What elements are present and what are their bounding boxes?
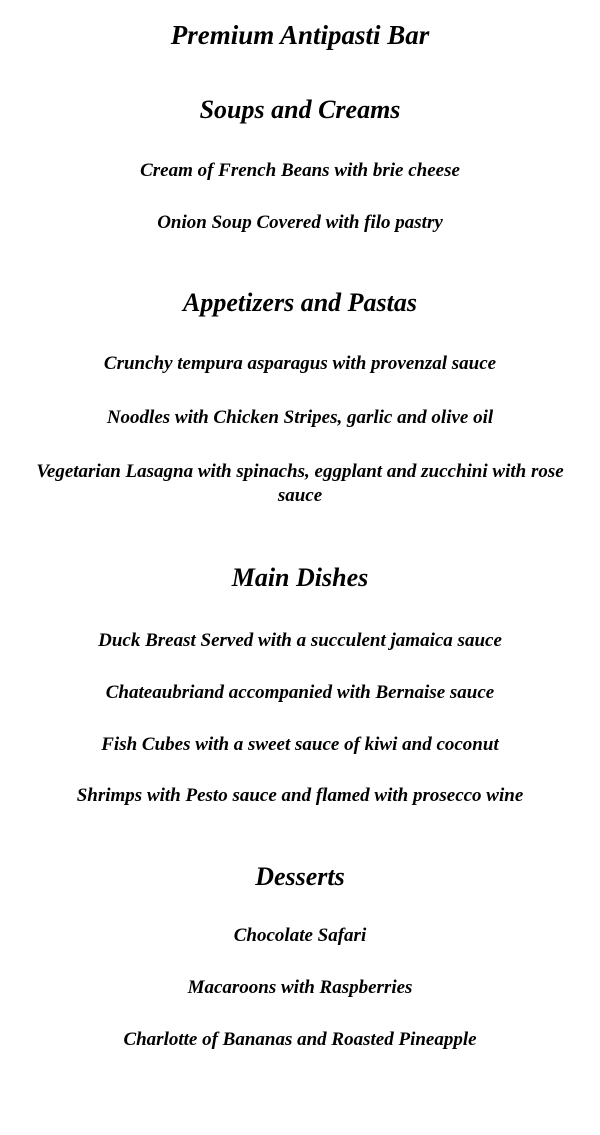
menu-item: Chateaubriand accompanied with Bernaise sauce <box>105 681 495 703</box>
menu-item: Macaroons with Raspberries <box>187 976 413 998</box>
section-title: Desserts <box>255 862 345 892</box>
menu-item: Shrimps with Pesto sauce and flamed with prosecco wine <box>76 785 524 807</box>
menu-section-appetizers-and-pastas <box>10 288 590 507</box>
menu-item: Cream of French Beans with brie cheese <box>140 159 460 181</box>
menu-section-desserts <box>10 862 590 1051</box>
menu-item-list <box>10 629 590 808</box>
section-title: Soups and Creams <box>199 95 401 125</box>
section-title: Main Dishes <box>231 563 369 593</box>
section-title: Appetizers and Pastas <box>182 288 418 318</box>
menu-item: Noodles with Chicken Stripes, garlic and olive oil <box>106 407 494 429</box>
page-title: Premium Antipasti Bar <box>170 20 430 50</box>
menu-section-soups-and-creams <box>10 95 590 234</box>
menu-item: Crunchy tempura asparagus with provenzal sauce <box>103 353 497 375</box>
menu-item: Onion Soup Covered with filo pastry <box>157 211 443 233</box>
menu-item: Chocolate Safari <box>233 925 367 947</box>
menu-item-list <box>10 924 590 1051</box>
menu-item: Vegetarian Lasagna with spinachs, eggplant and zucchini with rose sauce <box>36 460 564 506</box>
menu-item: Fish Cubes with a sweet sauce of kiwi and coconut <box>101 733 499 755</box>
menu-item-list <box>10 159 590 235</box>
menu-item-list <box>10 352 590 507</box>
menu-item: Charlotte of Bananas and Roasted Pineapple <box>123 1028 477 1050</box>
menu-item: Duck Breast Served with a succulent jamaica sauce <box>98 630 502 652</box>
menu-section-main-dishes <box>10 563 590 808</box>
